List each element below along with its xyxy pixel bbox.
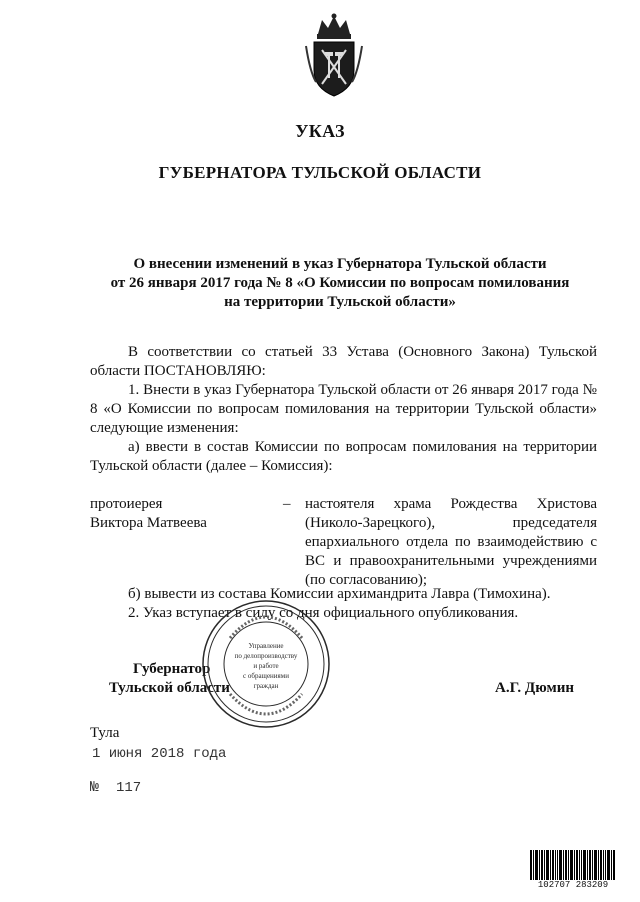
subject-line-1: О внесении изменений в указ Губернатора Тульской области xyxy=(133,256,547,272)
item-1-paragraph: 1. Внести в указ Губернатора Тульской области от 26 января 2017 года № 8 «О Комиссии по вопросам помилования на территории Тульской области» следующие изменения: xyxy=(90,382,597,436)
number-sign: № xyxy=(90,779,100,796)
item-1b-paragraph: б) вывести из состава Комиссии архимандрита Лавра (Тимохина). xyxy=(128,586,551,602)
issuer-title: ГУБЕРНАТОРА ТУЛЬСКОЙ ОБЛАСТИ xyxy=(158,163,482,182)
member-dash: – xyxy=(283,496,291,512)
stamp-line-4: с обращениями xyxy=(243,672,289,680)
document-date: 1 июня 2018 года xyxy=(92,746,227,762)
member-description: настоятеля храма Рождества Христова (Николо-Зарецкого), председателя епархиального отдела по взаимодействию с ВС и правоохранительными учреждениями (по согласованию); xyxy=(305,496,597,588)
stamp-line-1: Управление xyxy=(248,642,284,650)
stamp-line-3: и работе xyxy=(253,662,279,670)
barcode-number: 102707 283209 xyxy=(530,880,616,890)
coat-of-arms-icon xyxy=(302,12,366,98)
round-stamp xyxy=(200,598,332,730)
subject-line-3: на территории Тульской области» xyxy=(224,294,456,310)
document-number: 117 xyxy=(116,780,142,796)
preamble-paragraph: В соответствии со статьей 33 Устава (Основного Закона) Тульской области ПОСТАНОВЛЯЮ: xyxy=(90,344,597,379)
member-name-line-2: Виктора Матвеева xyxy=(90,515,207,531)
signatory-name: А.Г. Дюмин xyxy=(495,680,575,696)
stamp-line-5: граждан xyxy=(253,682,279,690)
signatory-position-line-1: Губернатор xyxy=(133,661,211,677)
document-type-title: УКАЗ xyxy=(295,121,345,141)
stamp-line-2: по делопроизводству xyxy=(234,652,298,660)
signatory-position-line-2: Тульской области xyxy=(109,680,230,696)
member-name-line-1: протоиерея xyxy=(90,496,163,512)
item-2-paragraph: 2. Указ вступает в силу со дня официального опубликования. xyxy=(128,605,519,621)
subject-line-2: от 26 января 2017 года № 8 «О Комиссии по вопросам помилования xyxy=(110,275,570,291)
item-1a-paragraph: а) ввести в состав Комиссии по вопросам помилования на территории Тульской области (далее – Комиссия): xyxy=(90,439,597,474)
city-label: Тула xyxy=(90,725,120,741)
